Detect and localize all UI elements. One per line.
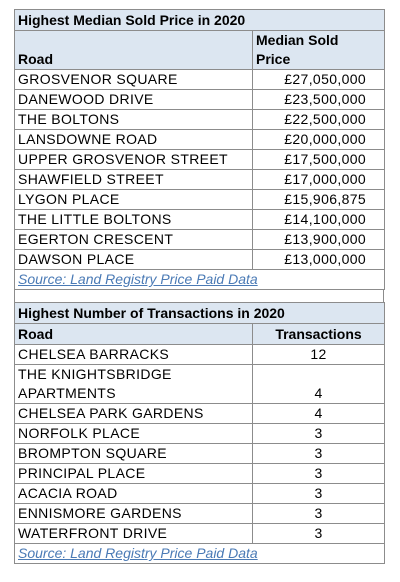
table-row (15, 150, 385, 170)
transactions-cell: 4 (253, 365, 385, 404)
column-header-median-price-line2: Price (256, 51, 291, 67)
road-cell: BROMPTON SQUARE (15, 444, 253, 464)
transactions-cell: 3 (253, 484, 385, 504)
tables-container (14, 9, 384, 564)
table-spacer (14, 290, 384, 302)
table-row (15, 70, 385, 90)
table-row (15, 210, 385, 230)
road-cell: THE LITTLE BOLTONS (15, 210, 253, 230)
table-row (15, 90, 385, 110)
road-cell: NORFOLK PLACE (15, 424, 253, 444)
median-price-cell: £13,000,000 (253, 250, 385, 270)
median-price-cell: £17,500,000 (253, 150, 385, 170)
table-row (15, 250, 385, 270)
road-cell: UPPER GROSVENOR STREET (15, 150, 253, 170)
transactions-table-body (15, 345, 385, 544)
median-price-cell: £17,000,000 (253, 170, 385, 190)
road-cell: DANEWOOD DRIVE (15, 90, 253, 110)
median-price-cell: £14,100,000 (253, 210, 385, 230)
median-price-cell: £27,050,000 (253, 70, 385, 90)
median-price-cell: £22,500,000 (253, 110, 385, 130)
source-link[interactable]: Source: Land Registry Price Paid Data (15, 544, 385, 564)
table-row (15, 345, 385, 365)
transactions-cell: 3 (253, 424, 385, 444)
table-row (15, 444, 385, 464)
road-cell: EGERTON CRESCENT (15, 230, 253, 250)
road-cell: LANSDOWNE ROAD (15, 130, 253, 150)
table-row (15, 464, 385, 484)
median-price-cell: £15,906,875 (253, 190, 385, 210)
median-price-table-body (15, 70, 385, 270)
road-cell: CHELSEA PARK GARDENS (15, 404, 253, 424)
road-cell: WATERFRONT DRIVE (15, 524, 253, 544)
median-price-table (14, 9, 385, 290)
table-row (15, 524, 385, 544)
road-cell: CHELSEA BARRACKS (15, 345, 253, 365)
transactions-table (14, 302, 385, 564)
road-cell: LYGON PLACE (15, 190, 253, 210)
column-header-median-price (253, 31, 385, 70)
table-row (15, 110, 385, 130)
road-cell: SHAWFIELD STREET (15, 170, 253, 190)
road-cell: ENNISMORE GARDENS (15, 504, 253, 524)
column-header-road: Road (15, 324, 253, 345)
median-price-cell: £20,000,000 (253, 130, 385, 150)
transactions-cell: 12 (253, 345, 385, 365)
transactions-cell: 3 (253, 464, 385, 484)
table-row (15, 130, 385, 150)
road-cell: DAWSON PLACE (15, 250, 253, 270)
table-row (15, 404, 385, 424)
transactions-cell: 4 (253, 404, 385, 424)
transactions-cell: 3 (253, 524, 385, 544)
table-row (15, 230, 385, 250)
column-header-median-price-line1: Median Sold (256, 32, 339, 48)
table-row (15, 424, 385, 444)
median-price-cell: £13,900,000 (253, 230, 385, 250)
road-cell: THE KNIGHTSBRIDGE APARTMENTS (15, 365, 253, 404)
transactions-cell: 3 (253, 504, 385, 524)
transactions-table-title: Highest Number of Transactions in 2020 (15, 303, 385, 324)
table-row (15, 365, 385, 404)
median-price-cell: £23,500,000 (253, 90, 385, 110)
source-link[interactable]: Source: Land Registry Price Paid Data (15, 270, 385, 290)
column-header-transactions: Transactions (253, 324, 385, 345)
table-row (15, 170, 385, 190)
road-cell: GROSVENOR SQUARE (15, 70, 253, 90)
road-cell: THE BOLTONS (15, 110, 253, 130)
column-header-road: Road (15, 31, 253, 70)
transactions-cell: 3 (253, 444, 385, 464)
table-row (15, 484, 385, 504)
median-price-table-title: Highest Median Sold Price in 2020 (15, 10, 385, 31)
road-cell: ACACIA ROAD (15, 484, 253, 504)
table-row (15, 190, 385, 210)
road-cell: PRINCIPAL PLACE (15, 464, 253, 484)
table-row (15, 504, 385, 524)
